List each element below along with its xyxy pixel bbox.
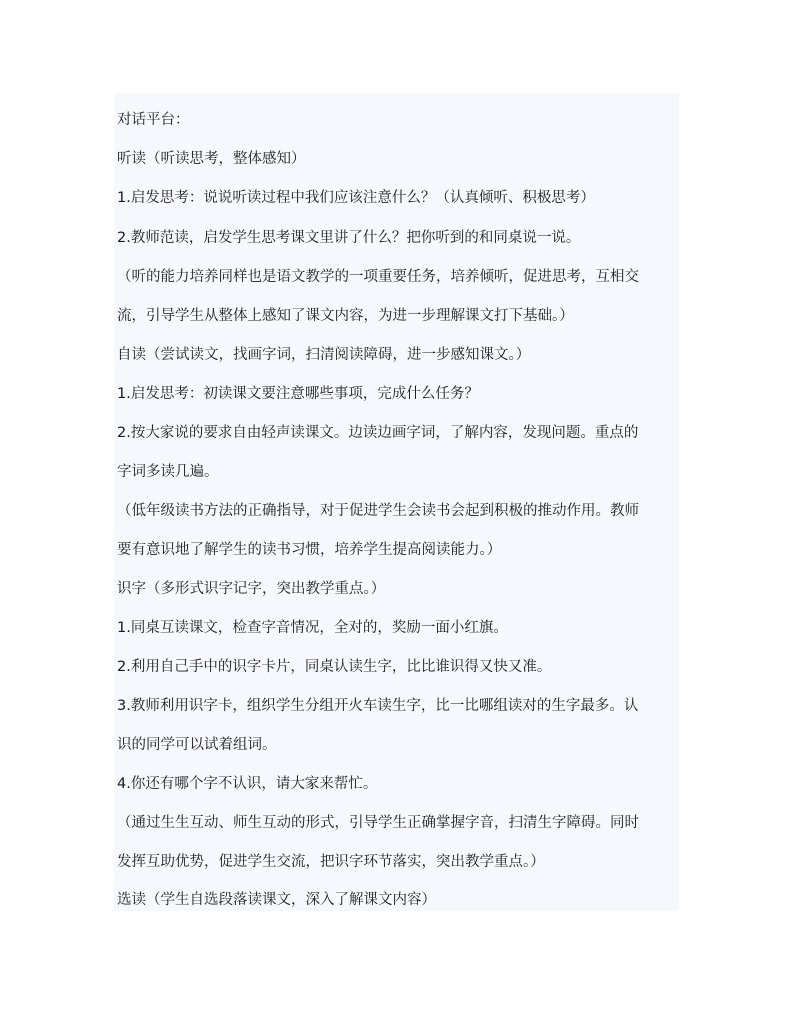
- section-heading-listen-read: 听读（听读思考，整体感知）: [117, 151, 306, 167]
- paragraph-line: 2.利用自己手中的识字卡片，同桌认读生字，比比谁识得又快又准。: [117, 659, 552, 675]
- paragraph-line: 1.同桌互读课文，检查字音情况，全对的，奖励一面小红旗。: [117, 620, 508, 636]
- paragraph-line: 3.教师利用识字卡，组织学生分组开火车读生字，比一比哪组读对的生字最多。认: [117, 698, 639, 714]
- section-label-dialogue-platform: 对话平台：: [117, 112, 190, 128]
- paragraph-line: 2.按大家说的要求自由轻声读课文。边读边画字词，了解内容，发现问题。重点的: [117, 425, 639, 441]
- section-heading-selective-read: 选读（学生自选段落读课文，深入了解课文内容）: [117, 892, 436, 908]
- paragraph-line: 1.启发思考：初读课文要注意哪些事项，完成什么任务？: [117, 386, 479, 402]
- paragraph-line: （通过生生互动、师生互动的形式，引导学生正确掌握字音，扫清生字障碍。同时: [117, 815, 639, 831]
- paragraph-line: （低年级读书方法的正确指导，对于促进学生会读书会起到积极的推动作用。教师: [117, 503, 639, 519]
- paragraph-line: 流，引导学生从整体上感知了课文内容，为进一步理解课文打下基础。）: [117, 308, 574, 324]
- paragraph-line: 发挥互助优势，促进学生交流，把识字环节落实，突出教学重点。）: [117, 854, 545, 870]
- paragraph-line: 1.启发思考：说说听读过程中我们应该注意什么？（认真倾听、积极思考）: [117, 190, 595, 206]
- section-heading-literacy: 识字（多形式识字记字，突出教学重点。）: [117, 581, 386, 597]
- paragraph-line: 要有意识地了解学生的读书习惯，培养学生提高阅读能力。）: [117, 542, 502, 558]
- paragraph-line: 识的同学可以试着组词。: [117, 737, 277, 753]
- paragraph-line: （听的能力培养同样也是语文教学的一项重要任务，培养倾听，促进思考，互相交: [117, 269, 639, 285]
- paragraph-line: 2.教师范读，启发学生思考课文里讲了什么？把你听到的和同桌说一说。: [117, 230, 581, 246]
- paragraph-line: 字词多读几遍。: [117, 464, 219, 480]
- paragraph-line: 4.你还有哪个字不认识，请大家来帮忙。: [117, 776, 378, 792]
- section-heading-self-read: 自读（尝试读文，找画字词，扫清阅读障碍，进一步感知课文。）: [117, 347, 531, 363]
